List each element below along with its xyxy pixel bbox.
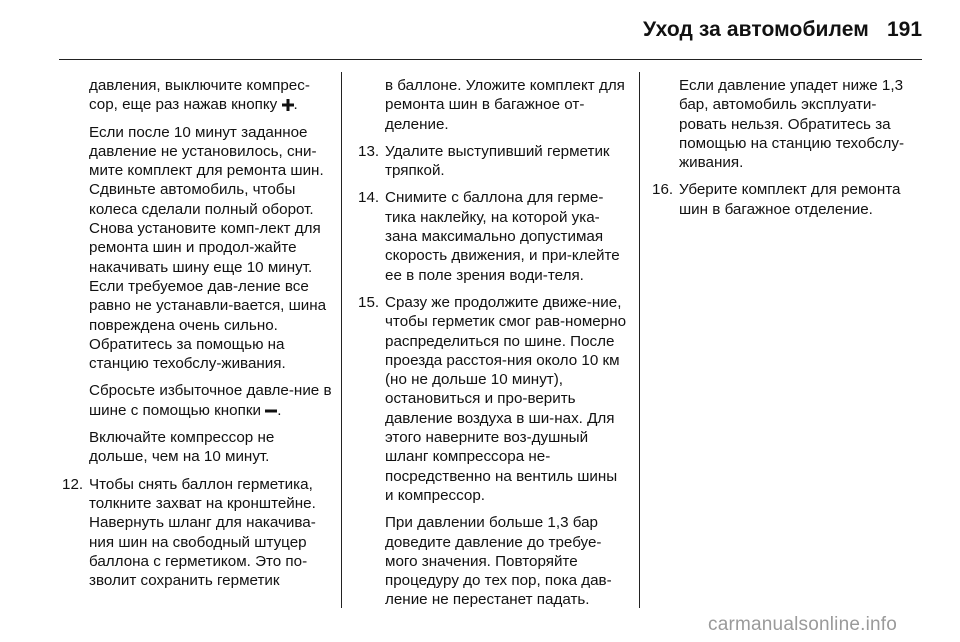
list-item-number: 12. (62, 475, 84, 493)
page-title: Уход за автомобилем (643, 18, 869, 41)
list-item-number: 16. (652, 181, 674, 199)
paragraph: Если после 10 минут заданное давление не установилось, сни-мите комплект для ремонта шин. Сдвиньте автомобиль, чтобы колеса сделали полный оборот. Снова установите комп-лект для ремонта шин и продол-жайте накачивать шину еще 10 минут. Если требуемое дав-ление все равно не устанавли-вается, шина повреждена очень сильно. Обратитесь за помощью на станцию техобслу-живания. (89, 123, 327, 373)
paragraph: давления, выключите компрес-сор, еще раз нажав кнопку . (89, 77, 310, 114)
list-item (358, 293, 628, 505)
column-3 (652, 76, 924, 227)
list-item (652, 180, 924, 219)
list-item-text: Чтобы снять баллон герметика, толкните захват на кронштейне. Навернуть шланг для накачива-ния шин на свободный штуцер баллона с герметиком. Это по-зволит сохранить герметик (89, 475, 316, 590)
list-item (358, 142, 628, 181)
plus-icon (282, 99, 294, 111)
watermark: carmanualsonline.info (708, 614, 898, 635)
paragraph: в баллоне. Уложите комплект для ремонта шин в багажное от-деление. (385, 77, 625, 133)
column-divider-1 (341, 72, 342, 608)
column-divider-2 (639, 72, 640, 608)
list-item (358, 188, 628, 284)
list-item-text: Уберите комплект для ремонта шин в багажное отделение. (679, 181, 901, 218)
paragraph: Если давление упадет ниже 1,3 бар, автомобиль эксплуати-ровать нельзя. Обратитесь за помощью на станцию техобслу-живания. (679, 77, 905, 172)
paragraph: При давлении больше 1,3 бар доведите давление до требуе-мого значения. Повторяйте процедуру до тех пор, пока дав-ление не перестанет падать. (385, 514, 612, 609)
list-item-number: 13. (358, 142, 380, 160)
list-item-text: Сразу же продолжите движе-ние, чтобы герметик смог рав-номерно распределиться по шине. После проезда расстоя-ния около 10 км (но не дольше 10 минут), остановиться и про-верить давление воздуха в ши-нах. Для этого наверните воз-душный шланг компрессора не-посредственно на вентиль шины и компрессор. (385, 293, 627, 504)
page-number: 191 (887, 18, 923, 41)
list-item (62, 475, 332, 591)
list-item-text: Удалите выступивший герметик тряпкой. (385, 142, 610, 180)
list-item-number: 14. (358, 189, 380, 207)
paragraph: Сбросьте избыточное давле-ние в шине с помощью кнопки . (89, 382, 332, 419)
column-2 (358, 76, 628, 618)
header-divider (59, 59, 922, 60)
list-item-text: Снимите с баллона для герме-тика наклейку, на которой ука-зана максимально допустимая скорость движения, и при-клейте ее в поле зрения води-теля. (385, 189, 620, 284)
list-item-number: 15. (358, 293, 380, 311)
column-1 (62, 76, 332, 598)
paragraph: Включайте компрессор не дольше, чем на 10 минут. (89, 429, 275, 466)
minus-icon (265, 405, 277, 417)
